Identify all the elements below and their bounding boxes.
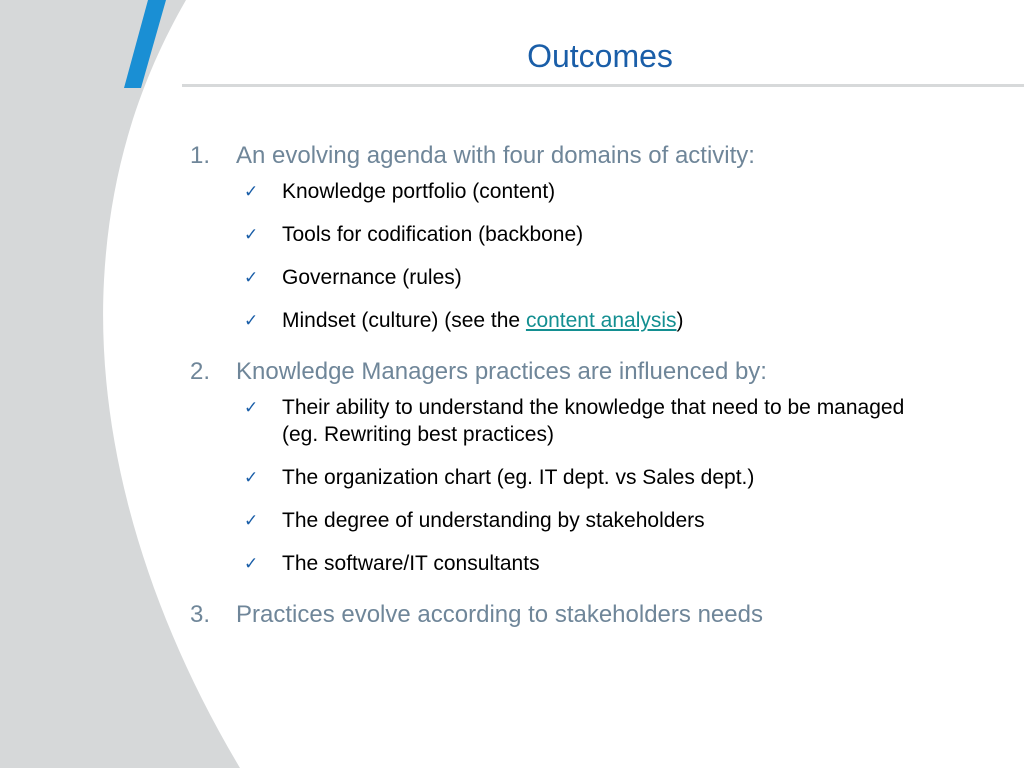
list-item-text: Tools for codification (backbone) bbox=[282, 223, 584, 246]
bullet-list bbox=[190, 178, 990, 334]
list-item bbox=[190, 221, 990, 248]
page-title: Outcomes bbox=[527, 38, 673, 74]
list-item-text: The organization chart (eg. IT dept. vs Sales dept.) bbox=[282, 466, 755, 489]
section-heading bbox=[190, 356, 990, 388]
check-icon: ✓ bbox=[244, 311, 259, 330]
section-heading-text: Practices evolve according to stakeholders needs bbox=[236, 601, 763, 628]
list-item bbox=[190, 178, 990, 205]
list-item-text: Governance (rules) bbox=[282, 266, 462, 289]
check-icon: ✓ bbox=[244, 511, 259, 530]
check-icon: ✓ bbox=[244, 268, 259, 287]
bullet-list bbox=[190, 394, 990, 577]
list-item-text: Knowledge portfolio (content) bbox=[282, 180, 556, 203]
list-item bbox=[190, 507, 990, 534]
check-icon: ✓ bbox=[244, 468, 259, 487]
slide-content bbox=[190, 140, 990, 653]
list-item-text-after: ) bbox=[676, 309, 684, 332]
section-heading-text: An evolving agenda with four domains of activity: bbox=[236, 142, 755, 169]
section-number: 3. bbox=[190, 601, 211, 628]
title-divider bbox=[182, 84, 1024, 87]
check-icon: ✓ bbox=[244, 554, 259, 573]
list-item bbox=[190, 550, 990, 577]
section-heading bbox=[190, 140, 990, 172]
section-number: 1. bbox=[190, 142, 211, 169]
section-number: 2. bbox=[190, 358, 211, 385]
section-2 bbox=[190, 356, 990, 577]
list-item bbox=[190, 264, 990, 291]
section-3 bbox=[190, 599, 990, 631]
list-item-text bbox=[282, 307, 942, 334]
section-heading bbox=[190, 599, 990, 631]
list-item-text-before: Mindset (culture) (see the bbox=[282, 309, 526, 332]
list-item-text: The software/IT consultants bbox=[282, 552, 540, 575]
check-icon: ✓ bbox=[244, 182, 259, 201]
list-item-text: The degree of understanding by stakeholders bbox=[282, 509, 705, 532]
content-analysis-link[interactable]: content analysis bbox=[525, 309, 677, 332]
list-item-text: Their ability to understand the knowledge that need to be managed (eg. Rewriting best practices) bbox=[282, 396, 905, 446]
check-icon: ✓ bbox=[244, 225, 259, 244]
section-1 bbox=[190, 140, 990, 334]
list-item bbox=[190, 394, 990, 448]
list-item bbox=[190, 464, 990, 491]
check-icon: ✓ bbox=[244, 398, 259, 417]
list-item bbox=[190, 307, 990, 334]
section-heading-text: Knowledge Managers practices are influenced by: bbox=[236, 358, 767, 385]
